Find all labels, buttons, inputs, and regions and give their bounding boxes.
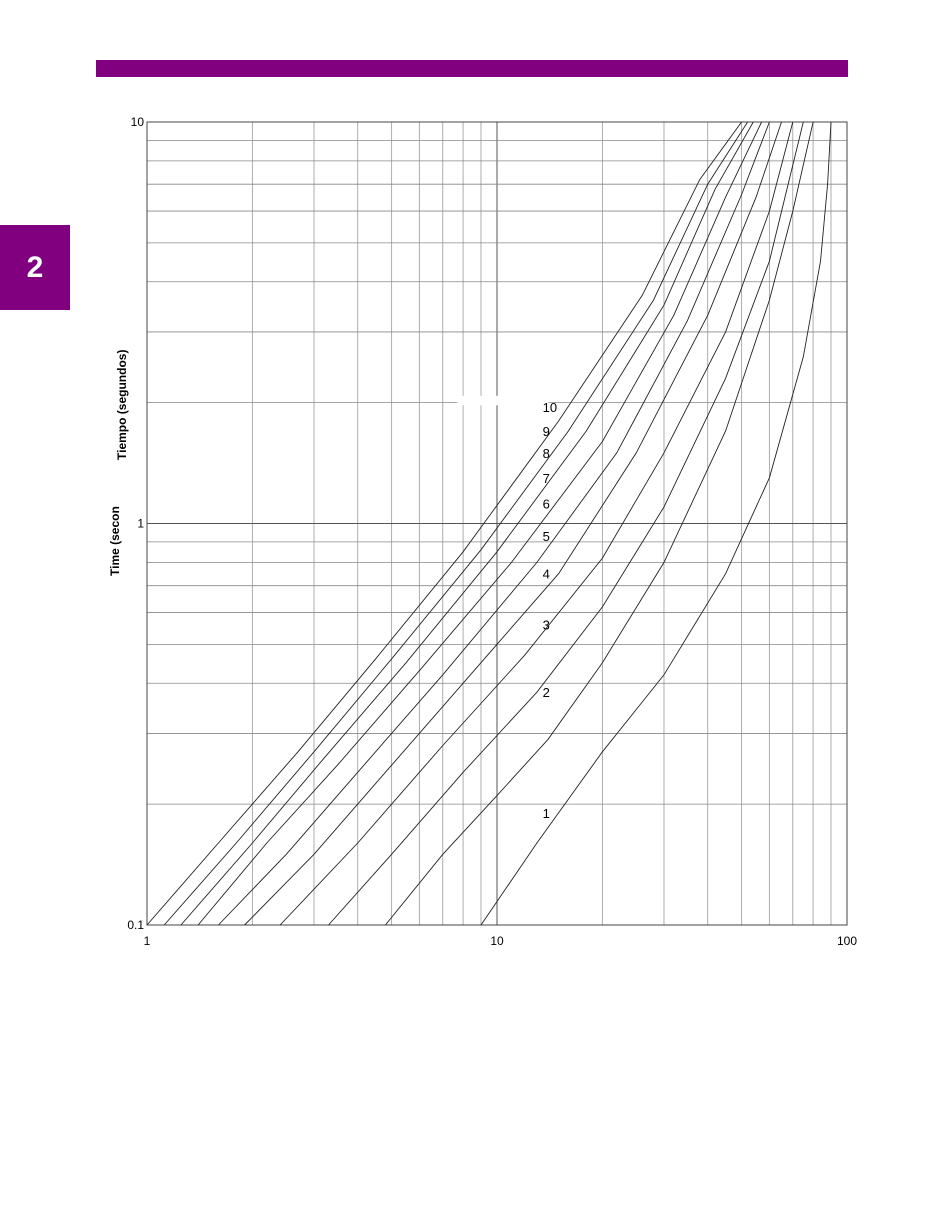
curve-label-1: 1 (542, 806, 550, 822)
curve-label-6: 6 (542, 496, 550, 512)
header-bar (96, 60, 848, 77)
curve-label-7: 7 (542, 470, 550, 486)
y-tick-label-1: 1 (137, 516, 144, 531)
curve-label-8: 8 (542, 445, 550, 461)
label-backdrop (457, 396, 548, 405)
curve-label-10: 10 (542, 400, 558, 416)
curve-label-2: 2 (542, 685, 550, 701)
y-axis-label-spanish: Tiempo (segundos) (115, 349, 129, 460)
time-current-chart (105, 108, 868, 960)
curve-label-3: 3 (542, 617, 550, 633)
y-axis-label-english: Time (secon (108, 506, 122, 576)
curve-label-5: 5 (542, 529, 550, 545)
x-tick-label-1: 1 (143, 934, 151, 948)
x-tick-label-100: 100 (836, 934, 858, 948)
y-tick-label-10: 10 (130, 115, 144, 129)
curve-label-9: 9 (542, 423, 550, 439)
chapter-tab (0, 225, 70, 310)
chapter-tab-label: 2 (26, 250, 44, 284)
curve-label-4: 4 (542, 566, 550, 582)
x-tick-label-10: 10 (490, 934, 504, 948)
y-tick-label-0.1: 0.1 (127, 918, 144, 932)
chart-container (105, 108, 868, 960)
